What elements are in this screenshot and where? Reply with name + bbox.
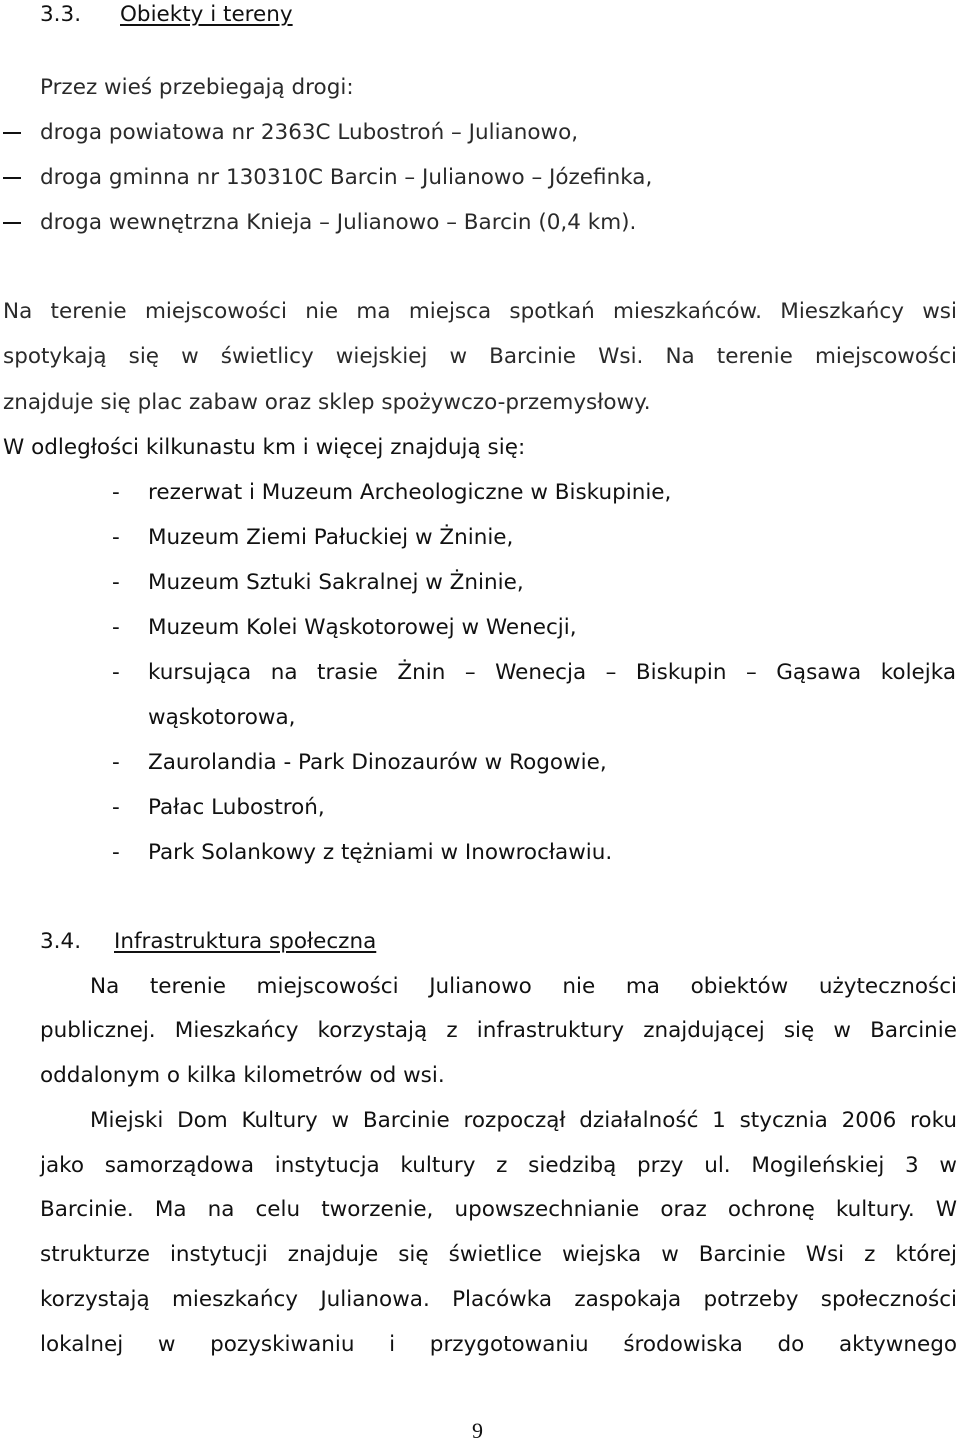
paragraph-line: strukturze instytucji znajduje się świetlice wiejska w Barcinie Wsi z której <box>40 1242 957 1267</box>
attraction-item: - Pałac Lubostroń, <box>112 795 325 820</box>
attraction-item: - Muzeum Sztuki Sakralnej w Żninie, <box>112 570 524 595</box>
roads-intro: Przez wieś przebiegają drogi: <box>40 75 354 100</box>
paragraph-line: Na terenie miejscowości nie ma miejsca spotkań mieszkańców. Mieszkańcy wsi <box>3 299 957 324</box>
attraction-item: - Muzeum Ziemi Pałuckiej w Żninie, <box>112 525 514 550</box>
attraction-item: - <box>112 660 120 685</box>
paragraph-line: znajduje się plac zabaw oraz sklep spożywczo-przemysłowy. <box>3 390 651 415</box>
road-item: droga wewnętrzna Knieja – Julianowo – Barcin (0,4 km). <box>3 208 636 238</box>
dash-bullet <box>3 222 21 223</box>
paragraph-line: lokalnej w pozyskiwaniu i przygotowaniu środowiska do aktywnego <box>40 1332 957 1357</box>
paragraph-line: Miejski Dom Kultury w Barcinie rozpoczął działalność 1 stycznia 2006 roku <box>90 1108 957 1133</box>
page-number: 9 <box>472 1418 483 1443</box>
dash-bullet <box>3 132 21 133</box>
paragraph-line: spotykają się w świetlicy wiejskiej w Barcinie Wsi. Na terenie miejscowości <box>3 344 957 369</box>
paragraph-line: korzystają mieszkańcy Julianowa. Placówka zaspokaja potrzeby społeczności <box>40 1287 957 1312</box>
attraction-item: - Muzeum Kolei Wąskotorowej w Wenecji, <box>112 615 577 640</box>
attraction-item: - Zaurolandia - Park Dinozaurów w Rogowie, <box>112 750 607 775</box>
nearby-intro: W odległości kilkunastu km i więcej znajdują się: <box>3 435 526 460</box>
section-number: 3.3. <box>40 2 82 27</box>
section-title: Obiekty i tereny <box>120 2 293 27</box>
attraction-item: - rezerwat i Muzeum Archeologiczne w Biskupinie, <box>112 480 672 505</box>
paragraph-line: publicznej. Mieszkańcy korzystają z infrastruktury znajdującej się w Barcinie <box>40 1018 957 1043</box>
attraction-item: - Park Solankowy z tężniami w Inowrocławiu. <box>112 840 613 865</box>
section-title: Infrastruktura społeczna <box>114 929 377 954</box>
paragraph-line: oddalonym o kilka kilometrów od wsi. <box>40 1063 445 1088</box>
attraction-item-text: kursująca na trasie Żnin – Wenecja – Biskupin – Gąsawa kolejka <box>148 660 956 685</box>
paragraph-line: Barcinie. Ma na celu tworzenie, upowszechnianie oraz ochronę kultury. W <box>40 1197 957 1222</box>
road-item: droga gminna nr 130310C Barcin – Julianowo – Józefinka, <box>3 163 652 193</box>
paragraph-line: jako samorządowa instytucja kultury z siedzibą przy ul. Mogileńskiej 3 w <box>40 1153 957 1178</box>
road-item: droga powiatowa nr 2363C Lubostroń – Julianowo, <box>3 118 578 148</box>
paragraph-line: Na terenie miejscowości Julianowo nie ma obiektów użyteczności <box>90 974 957 999</box>
section-heading-3-4 <box>40 927 377 957</box>
section-number: 3.4. <box>40 929 82 954</box>
attraction-item-continuation: wąskotorowa, <box>148 705 296 730</box>
section-heading-3-3 <box>40 0 293 30</box>
dash-bullet <box>3 177 21 178</box>
